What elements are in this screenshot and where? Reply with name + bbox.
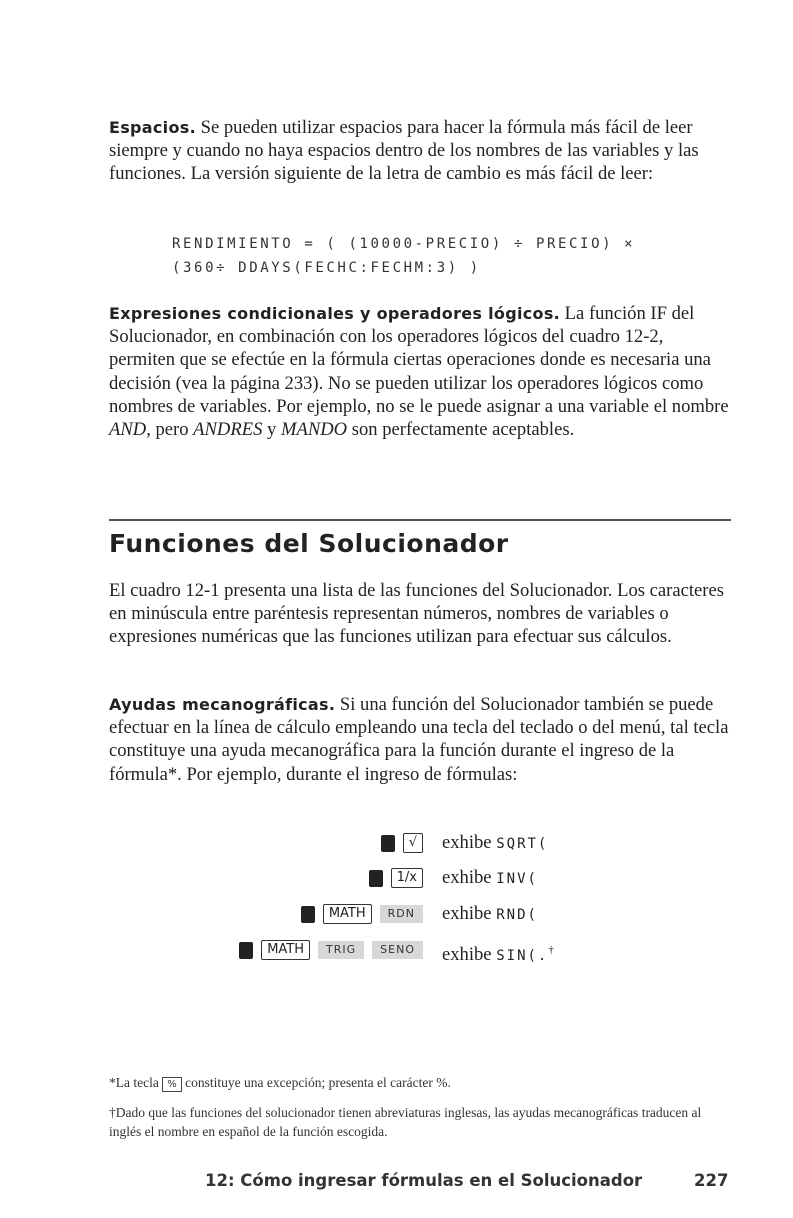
percent-key: % <box>162 1077 182 1092</box>
term-mando: MANDO <box>280 419 348 441</box>
reciprocal-key: 1/x <box>391 868 423 888</box>
exhibit-result: INV( <box>496 871 538 887</box>
exhibit-prefix: exhibe <box>442 903 492 924</box>
footnote-1 <box>109 1074 729 1093</box>
menu-trig: TRIG <box>318 941 364 959</box>
keystroke-row-sin <box>239 938 423 962</box>
condicionales-text-1: La función IF del Solucionador, en combinación con los operadores lógicos del cuadro 12-2, permiten que se efectúe en la fórmula ciertas operaciones donde es necesaria una decisión (vea la página 233). No se pueden utilizar los operadores lógicos como nombres de variables. Por ejemplo, no se le puede asignar a una variable el nombre <box>109 303 729 417</box>
espacios-lead: Espacios. <box>109 118 196 137</box>
section-divider <box>109 519 731 521</box>
term-andres: ANDRES <box>193 419 263 441</box>
math-key: MATH <box>261 940 310 960</box>
espacios-paragraph <box>109 116 729 186</box>
running-footer: 12: Cómo ingresar fórmulas en el Solucionador <box>205 1171 643 1190</box>
menu-seno: SENO <box>372 941 423 959</box>
exhibit-prefix: exhibe <box>442 944 492 966</box>
exhibit-result: SIN(. <box>496 948 549 965</box>
footnote-1-pre: *La tecla <box>109 1075 163 1090</box>
term-and: AND <box>109 419 147 441</box>
formula-line-1: RENDIMIENTO = ( (10000-PRECIO) ÷ PRECIO) × <box>172 236 636 252</box>
condicionales-text-2: , pero <box>146 419 194 441</box>
shift-key-icon <box>381 835 395 852</box>
condicionales-text-3: y <box>262 419 281 441</box>
exhibit-result: SQRT( <box>496 836 549 852</box>
ayudas-text: Si una función del Solucionador también se puede efectuar en la línea de cálculo empleando una tecla del teclado o del menú, tal tecla constituye una ayuda mecanográfica para la función durante el ingreso de la fórmula*. Por ejemplo, durante el ingreso de fórmulas: <box>109 694 729 785</box>
exhibit-sin <box>442 938 554 966</box>
shift-key-icon <box>369 870 383 887</box>
exhibit-inv <box>442 866 538 890</box>
condicionales-paragraph <box>109 302 729 441</box>
keystroke-row-sqrt <box>381 831 423 855</box>
menu-rdn: RDN <box>380 905 423 923</box>
ayudas-lead: Ayudas mecanográficas. <box>109 695 336 714</box>
sqrt-key: √ <box>403 833 423 853</box>
exhibit-rnd <box>442 902 538 926</box>
exhibit-result: RND( <box>496 907 538 923</box>
condicionales-text-4: son perfectamente aceptables. <box>347 419 575 441</box>
cuadro-paragraph: El cuadro 12-1 presenta una lista de las funciones del Solucionador. Los caracteres en minúscula entre paréntesis representan números, nombres de variables o expresiones numéricas que las funciones utilizan para efectuar sus cálculos. <box>109 580 724 648</box>
math-key: MATH <box>323 904 372 924</box>
exhibit-sqrt <box>442 831 548 855</box>
footnote-1-post: constituye una excepción; presenta el carácter %. <box>181 1075 451 1090</box>
footnote-2: †Dado que las funciones del solucionador tienen abreviaturas inglesas, las ayudas mecanográficas traducen al inglés el nombre en español de la función escogida. <box>109 1105 702 1139</box>
exhibit-prefix: exhibe <box>442 832 492 853</box>
shift-key-icon <box>239 942 253 959</box>
section-heading: Funciones del Solucionador <box>109 529 509 558</box>
page-number: 227 <box>694 1171 729 1190</box>
formula-line-2: (360÷ DDAYS(FECHC:FECHM:3) ) <box>172 260 481 276</box>
espacios-text: Se pueden utilizar espacios para hacer la fórmula más fácil de leer siempre y cuando no haya espacios dentro de los nombres de las variables y las funciones. La versión siguiente de la letra de cambio es más fácil de leer: <box>109 117 699 185</box>
exhibit-prefix: exhibe <box>442 867 492 888</box>
keystroke-row-inv <box>369 866 423 890</box>
dagger-mark: † <box>548 944 554 956</box>
shift-key-icon <box>301 906 315 923</box>
keystroke-row-rnd <box>301 902 423 926</box>
condicionales-lead: Expresiones condicionales y operadores lógicos. <box>109 304 561 323</box>
ayudas-paragraph <box>109 693 729 786</box>
